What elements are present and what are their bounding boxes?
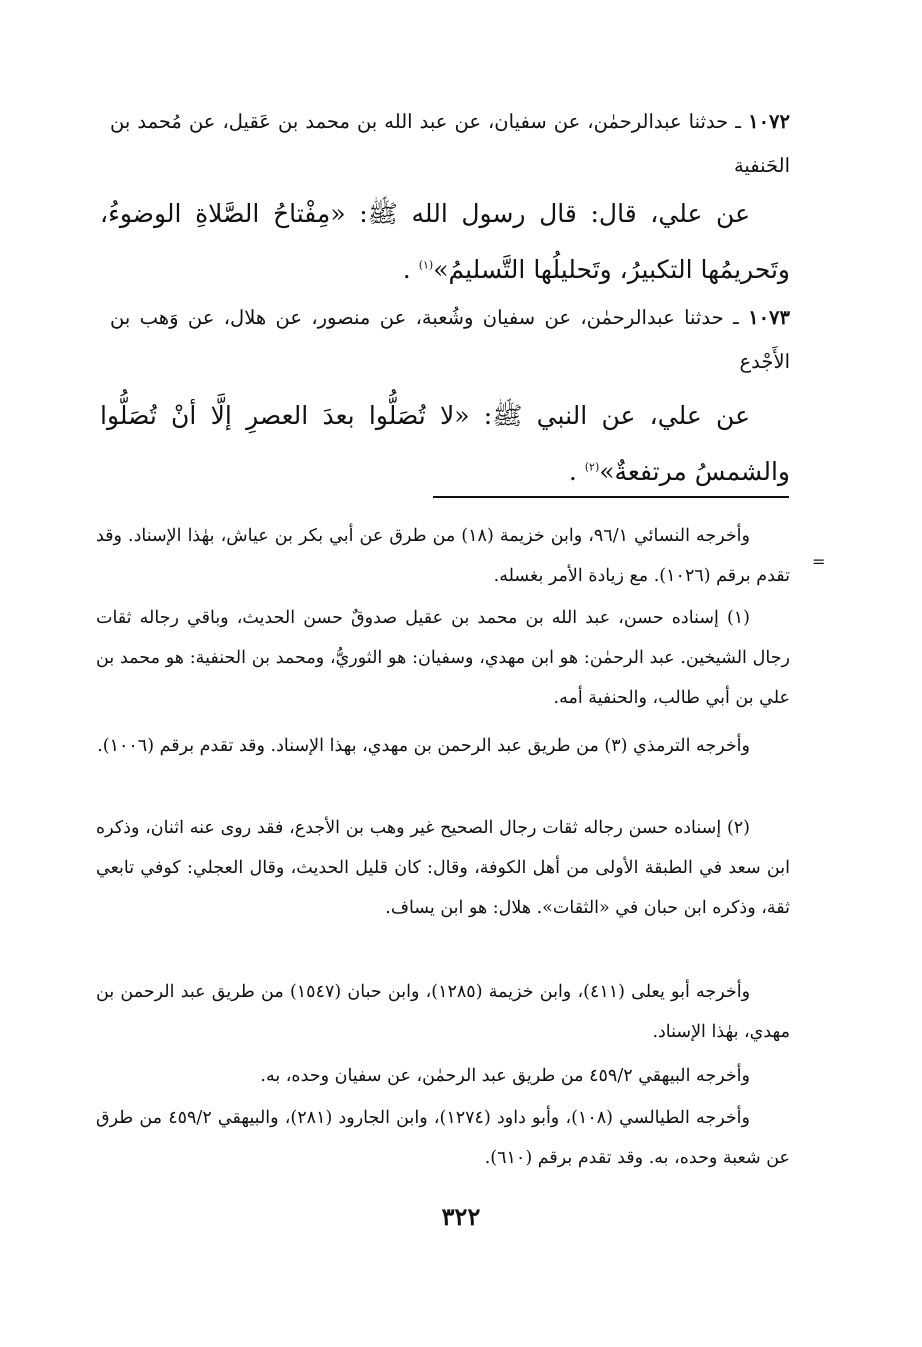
footnote-2-continued-3: وأخرجه الطيالسي (١٠٨)، وأبو داود (١٢٧٤)، وابن الجارود (٢٨١)، والبيهقي ٤٥٩/٢ من طرق عن شعبة وحده، به. وقد تقدم برقم (٦١٠). xyxy=(96,1108,790,1168)
footnote-ref-2: (٢) xyxy=(584,460,600,474)
hadith-1073-isnad xyxy=(110,296,790,384)
footnote-2-continued-2: وأخرجه البيهقي ٤٥٩/٢ من طريق عبد الرحمٰن، عن سفيان وحده، به. xyxy=(260,1066,750,1086)
hadith-1073-matn: عن علي، عن النبي ﷺ: «لا تُصَلُّوا بعدَ العصرِ إلَّا أنْ تُصَلُّوا والشمسُ مرتفعةٌ»$^{(٢)}$ . xyxy=(100,401,790,486)
page-number: ٣٢٢ xyxy=(441,1202,481,1231)
footnote-separator xyxy=(433,496,789,498)
footnote-1-marker: (١) xyxy=(726,608,750,628)
hadith-1072-number: ١٠٧٢ xyxy=(748,110,790,133)
hadith-1072-matn: عن علي، قال: قال رسول الله ﷺ: «مِفْتاحُ الصَّلاةِ الوضوءُ، وتَحريمُها التكبيرُ، وتَحليلُها التَّسليمُ»$^{(١)}$ . xyxy=(100,199,790,284)
hadith-1072-isnad xyxy=(110,100,790,188)
footnote-2-marker: (٢) xyxy=(726,818,750,838)
continuation-mark: = xyxy=(812,552,826,571)
footnote-carryover: وأخرجه النسائي ٩٦/١، وابن خزيمة (١٨) من طرق عن أبي بكر بن عياش، بهٰذا الإسناد. وقد تقدم برقم (١٠٢٦). مع زيادة الأمر بغسله. xyxy=(96,526,790,586)
footnote-1-text: إسناده حسن، عبد الله بن محمد بن عقيل صدوقٌ حسن الحديث، وباقي رجاله ثقات رجال الشيخين. عبد الرحمٰن: هو ابن مهدي، وسفيان: هو الثوريُّ، ومحمد بن الحنفية: هو محمد بن علي بن أبي طالب، والحنفية أمه. xyxy=(96,608,790,708)
hadith-1072-isnad-text: ـ حدثنا عبدالرحمٰن، عن سفيان، عن عبد الله بن محمد بن عَقيل، عن مُحمد بن الحَنفية xyxy=(110,110,790,177)
hadith-1073-number: ١٠٧٣ xyxy=(748,306,790,329)
hadith-1073-matn-text: عن علي، عن النبي ﷺ: «لا تُصَلُّوا بعدَ العصرِ إلَّا أنْ تُصَلُّوا والشمسُ مرتفعةٌ» xyxy=(100,401,790,486)
footnote-1-continued: وأخرجه الترمذي (٣) من طريق عبد الرحمن بن مهدي، بهذا الإسناد. وقد تقدم برقم (١٠٠٦). xyxy=(97,736,750,756)
footnote-2-text: إسناده حسن رجاله ثقات رجال الصحيح غير وهب بن الأجدع، فقد روى عنه اثنان، وذكره ابن سعد في الطبقة الأولى من أهل الكوفة، وقال: كان قليل الحديث، وقال العجلي: كوفي تابعي ثقة، وذكره ابن حبان في «الثقات». هلال: هو ابن يساف. xyxy=(96,818,790,918)
footnote-ref-1: (١) xyxy=(418,258,434,272)
footnote-1 xyxy=(96,598,790,718)
hadith-1073-isnad-text: ـ حدثنا عبدالرحمٰن، عن سفيان وشُعبة، عن منصور، عن هلال، عن وَهب بن الأَجْدع xyxy=(110,306,790,373)
footnote-2 xyxy=(96,808,790,928)
footnote-2-continued-1: وأخرجه أبو يعلى (٤١١)، وابن خزيمة (١٢٨٥)، وابن حبان (١٥٤٧) من طريق عبد الرحمن بن مهدي، بهٰذا الإسناد. xyxy=(96,982,790,1042)
hadith-1072-matn-text: عن علي، قال: قال رسول الله ﷺ: «مِفْتاحُ الصَّلاةِ الوضوءُ، وتَحريمُها التكبيرُ، وتَحليلُها التَّسليمُ» xyxy=(100,199,790,284)
